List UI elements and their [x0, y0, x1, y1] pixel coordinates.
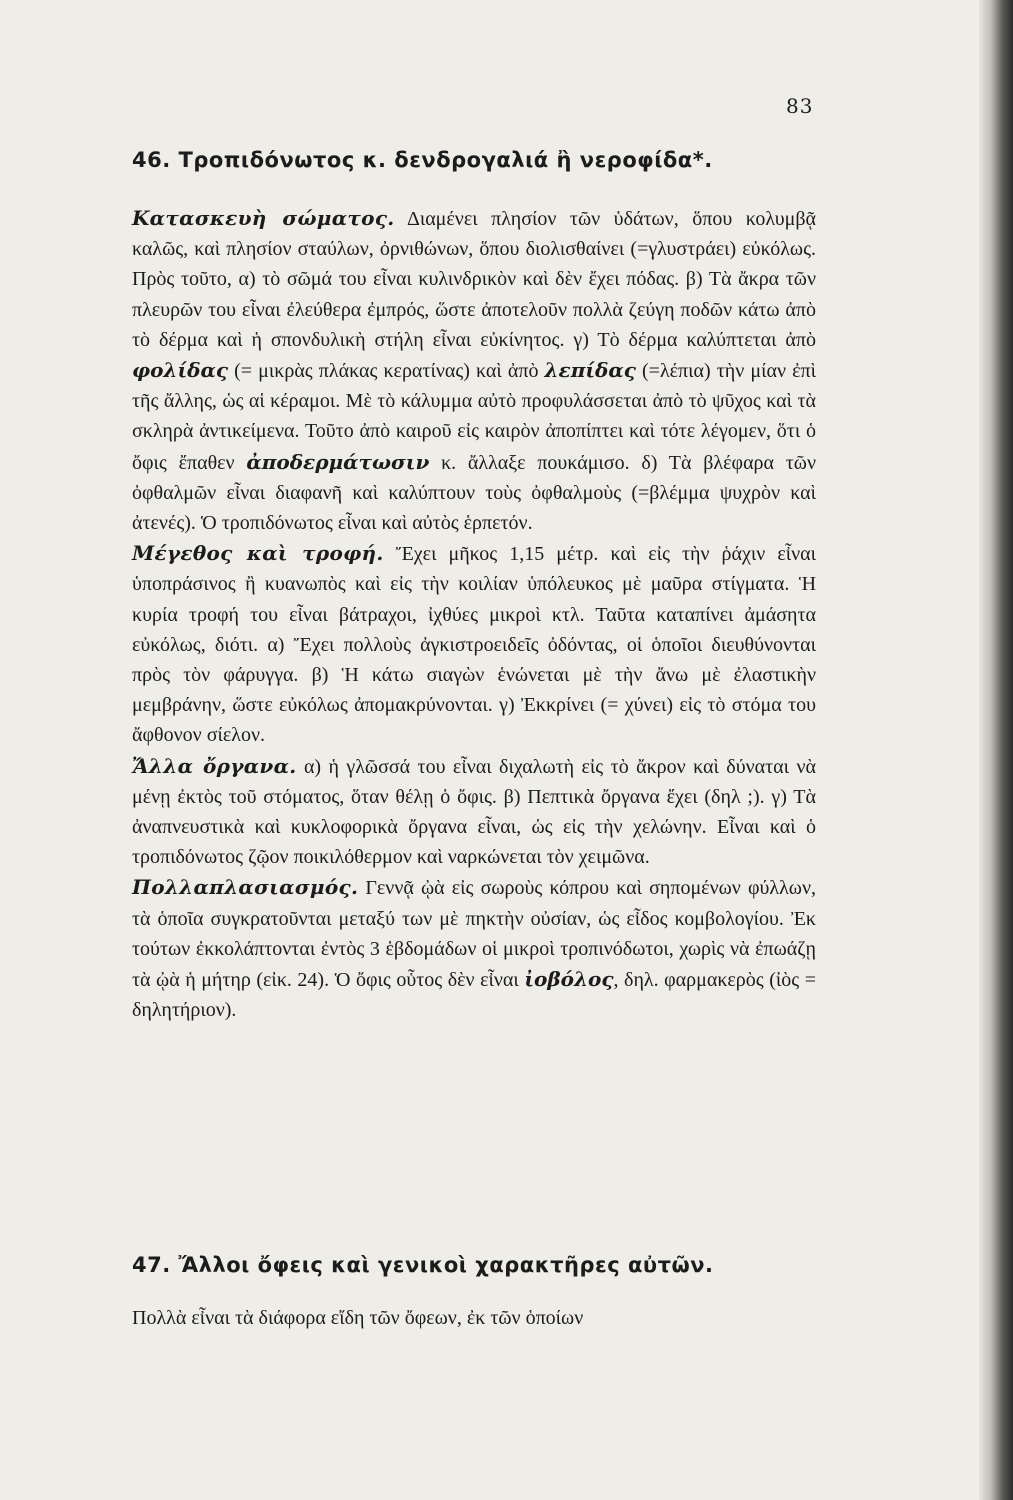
construction-text-1: Διαμένει πλησίον τῶν ὑδάτων, ὅπου κολυμβᾷ καλῶς, καὶ πλησίον σταύλων, ὀρνιθώνων, ὅπου διολισθαίνει (=γλυστράει) εὐκόλως. Πρὸς τοῦτο, α) τὸ σῶμά του εἶναι κυλινδρικὸν καὶ δὲν ἔχει πόδας. β) Τὰ ἄκρα τῶν πλευρῶν του εἶναι ἐλεύθερα ἐμπρός, ὥστε ἀποτελοῦν πολλὰ ζεύγη ποδῶν κάτω ἀπὸ τὸ δέρμα καὶ ἡ σπονδυλικὴ στήλη εἶναι εὐκίνητος. γ) Τὸ δέρμα καλύπτεται ἀπὸ: [132, 208, 816, 351]
term-folidas: φολίδας: [132, 358, 229, 383]
scan-edge-shadow: [979, 0, 1013, 1500]
paragraph-reproduction: [132, 872, 816, 1025]
construction-text-3: (=λέπια) τὴν μίαν ἐπὶ τῆς ἄλλης, ὡς αἱ κέραμοι. Μὲ τὸ κάλυμμα αὐτὸ προφυλάσσεται ἀπὸ τὸ ψῦχος καὶ τὰ σκληρὰ ἀντικείμενα. Τοῦτο ἀπὸ καιροῦ εἰς καιρὸν ἀποπίπτει καὶ τότε λέγομεν, ὅτι ὁ ὄφις ἔπαθεν: [132, 360, 816, 474]
page-number: 83: [786, 94, 814, 118]
size-food-label: Μέγεθος καὶ τροφή.: [132, 541, 384, 566]
paragraph-size-food: [132, 538, 816, 750]
reproduction-label: Πολλαπλασιασμός.: [132, 875, 359, 900]
paragraph-construction: [132, 203, 816, 538]
section-46-heading: 46. Τροπιδόνωτος κ. δενδρογαλιά ἢ νεροφίδα*.: [132, 148, 713, 172]
other-organs-label: Ἄλλα ὄργανα.: [132, 753, 297, 778]
term-apodermatosin: ἀποδερμάτωσιν: [246, 449, 430, 474]
size-food-text: Ἔχει μῆκος 1,15 μέτρ. καὶ εἰς τὴν ῥάχιν εἶναι ὑποπράσινος ἢ κυανωπὸς καὶ εἰς τὴν κοιλίαν ὑπόλευκος μὲ μαῦρα στίγματα. Ἡ κυρία τροφή του εἶναι βάτραχοι, ἰχθύες μικροὶ κτλ. Ταῦτα καταπίνει ἀμάσητα εὐκόλως, διότι. α) Ἔχει πολλοὺς ἀγκιστροειδεῖς ὀδόντας, οἱ ὁποῖοι διευθύνονται πρὸς τὸν φάρυγγα. β) Ἡ κάτω σιαγὼν ἑνώνεται μὲ τὴν ἄνω μὲ ἐλαστικὴν μεμβράνην, ὥστε εὐκόλως ἀπομακρύνονται. γ) Ἐκκρίνει (= χύνει) εἰς τὸ στόμα του ἄφθονον σίελον.: [132, 543, 817, 747]
construction-label: Κατασκευὴ σώματος.: [132, 206, 395, 230]
construction-text-4: κ. ἄλλαξε πουκάμισο. δ) Τὰ βλέφαρα τῶν ὀφθαλμῶν εἶναι διαφανῆ καὶ καλύπτουν τοὺς ὀφθαλμοὺς (=βλέμμα ψυχρὸν καὶ ἀτενές). Ὁ τροπιδόνωτος εἶναι καὶ αὐτὸς ἑρπετόν.: [132, 451, 816, 535]
term-lepidas: λεπίδας: [544, 358, 636, 383]
reproduction-text-1: Γεννᾷ ᾠὰ εἰς σωροὺς κόπρου καὶ σηπομένων φύλλων, τὰ ὁποῖα συγκρατοῦνται μεταξύ των μὲ πηκτὴν οὐσίαν, ὡς εἶδος κομβολογίου. Ἐκ τούτων ἐκκολάπτονται ἐντὸς 3 ἑβδομάδων οἱ μικροὶ τροπινόδωτοι, χωρὶς νὰ ἐπωάζῃ τὰ ᾠὰ ἡ μήτηρ (εἰκ. 24). Ὁ ὄφις οὗτος δὲν εἶναι: [132, 877, 816, 992]
term-iobolos: ἰοβόλος: [524, 967, 614, 992]
section-46-body: [132, 203, 816, 1025]
section-47-heading: 47. Ἄλλοι ὄφεις καὶ γενικοὶ χαρακτῆρες αὐτῶν.: [132, 1253, 714, 1277]
paragraph-other-organs: [132, 751, 816, 873]
reproduction-text-2: , δηλ. φαρμακερὸς (ἰὸς = δηλητήριον).: [132, 969, 817, 1022]
other-organs-text: α) ἡ γλῶσσά του εἶναι διχαλωτὴ εἰς τὸ ἄκρον καὶ δύναται νὰ μένῃ ἐκτὸς τοῦ στόματος, ὅταν θέλῃ ὁ ὄφις. β) Πεπτικὰ ὄργανα ἔχει (δηλ ;). γ) Τὰ ἀναπνευστικὰ καὶ κυκλοφορικὰ ὄργανα εἶναι, ὡς εἰς τὴν χελώνην. Εἶναι καὶ ὁ τροπιδόνωτος ζῷον ποικιλόθερμον καὶ ναρκώνεται τὸν χειμῶνα.: [132, 755, 816, 869]
construction-text-2: (= μικρὰς πλάκας κερατίνας) καὶ ἀπὸ: [228, 360, 545, 383]
section-47-body: Πολλὰ εἶναι τὰ διάφορα εἴδη τῶν ὄφεων, ἐκ τῶν ὁποίων: [132, 1307, 584, 1329]
